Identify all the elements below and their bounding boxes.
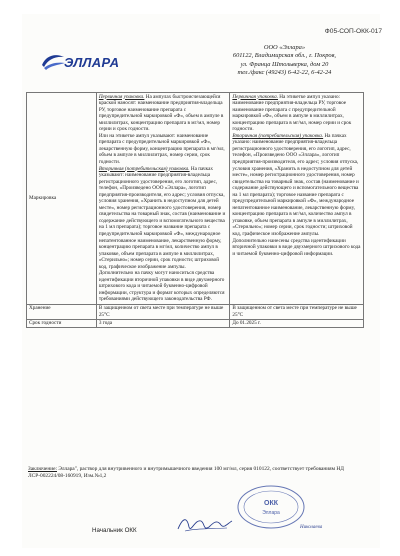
conclusion-label: Заключение: bbox=[28, 466, 57, 472]
logo-text: ЭЛЛАРА bbox=[64, 54, 120, 70]
company-stamp bbox=[236, 484, 306, 530]
spec-extra-paragraph: Дополнительно на пачку могут наноситься средства идентификации вторичной упаковки в виде двухмерного штрихового кода и читаемой буквенно-цифровой информации, структура и формат которых определяются требованиями действующего законодательства РФ. bbox=[98, 270, 225, 303]
conclusion-text: Эллара", раствор для внутривенного и внутримышечного введения 100 мг/мл, серия 010122, соответствует требованиям НД ЛСР-002224/08-160919, Изм.№1,2 bbox=[28, 466, 344, 479]
spec-primary-paragraph bbox=[99, 94, 228, 133]
result-cell-shelf-life: До 01.2025 г. bbox=[230, 319, 364, 328]
result-primary-heading: Первичная упаковка. bbox=[232, 93, 278, 100]
spec-cell-marking bbox=[96, 93, 230, 305]
stamp-name-text: Эллара bbox=[262, 510, 280, 516]
specification-table bbox=[26, 92, 364, 328]
result-cell-storage: В защищенном от света месте при температуре не выше 25°С bbox=[230, 304, 364, 319]
spec-secondary-heading: Вторичная (потребительская) упаковка. bbox=[98, 165, 190, 172]
row-label-shelf-life: Срок годности bbox=[27, 319, 97, 328]
conclusion bbox=[28, 466, 364, 480]
result-secondary-heading: Вторичная (потребительская) упаковка. bbox=[232, 132, 324, 139]
table-row-shelf-life bbox=[27, 319, 364, 328]
logo-swoosh-icon bbox=[40, 53, 66, 71]
result-cell-marking bbox=[230, 93, 364, 305]
result-secondary-text: На пачках указано: наименование предприятия-владельца регистрационного удостоверения, его логотип, адрес, телефон, «Произведено ООО «Эллара», логотип предприятия-производителя, его адрес; условия отпуска, условия хранения, «Хранить в недоступном для детей месте», номер регистрационного удостоверения, номер свидетельства на товарный знак, состав (наименование и содержание действующего и вспомогательного вещества на 1 мл препарата); торговое название препарата с предупредительной маркировкой «Ф», международное непатентованное наименование, лекарственную форму, концентрацию препарата в мг/мл, количество ампул в упаковке, объем препарата в ампуле в миллилитрах, «Стерильно»; номер серии, срок годности; штриховой код, графическое изображение ампулы. bbox=[232, 132, 359, 237]
spec-primary-text: На ампулах быстроисчезающейся краской наносят: наименование предприятия-владельца РУ, торговое наименование препарата с предупредительной маркировкой «Ф», объем в ампуле в миллилитрах, концентрацию препарата в мг/мл, номер серии и срок годности. bbox=[98, 93, 224, 133]
table-row-marking bbox=[27, 93, 364, 305]
result-extra-paragraph: Дополнительно нанесены средства идентификации вторичной упаковки в виде двухмерного штрихового кода и читаемой буквенно-цифровой информации. bbox=[232, 237, 361, 257]
row-label-marking: Маркировка bbox=[27, 93, 97, 305]
result-primary-paragraph bbox=[232, 94, 361, 133]
result-secondary-paragraph bbox=[232, 133, 361, 238]
phone-line: тел./факс (49243) 6-42-22, 6-42-24 bbox=[237, 68, 332, 76]
signer-name: Николаева bbox=[300, 525, 323, 530]
spec-secondary-paragraph bbox=[99, 166, 228, 271]
spec-cell-shelf-life: 3 года bbox=[96, 319, 230, 328]
address-line-2: ул. Франца Штольверка, дом 20 bbox=[240, 60, 329, 68]
table-row-storage bbox=[27, 304, 364, 319]
spec-secondary-text: На пачках указывают: наименование предприятия-владельца регистрационного удостоверения, его логотип, адрес, телефон, «Произведено ООО «Эллара», логотип предприятия-производителя, его адрес; условия отпуска, условия хранения, «Хранить в недоступном для детей месте», номер регистрационного удостоверения, номер свидетельства на товарный знак, состав (наименование и содержание действующего и вспомогательного вещества на 1 мл препарата); торговое название препарата с предупредительной маркировкой «Ф», международное непатентованное наименование, лекарственную форму, концентрацию препарата в мг/мл, количество ампул в упаковке, объем препарата в ампуле в миллилитрах, «Стерильно»; номер серии, срок годности; штриховой код, графическое изображение ампулы. bbox=[98, 165, 226, 270]
spec-label-paragraph: Или на этикетке ампул указывают: наименование препарата с предупредительной маркировкой «Ф», лекарственную форму, концентрацию препарата в мг/мл, объем в ампуле в миллилитрах, номер серии, срок годности. bbox=[98, 132, 225, 165]
spec-cell-storage: В защищенном от света месте при температуре не выше 25°С bbox=[96, 304, 230, 319]
row-label-storage: Хранение bbox=[27, 304, 97, 319]
document-code: Ф05-СОП-ОКК-017 bbox=[324, 28, 382, 35]
company-name: ООО «Эллара» bbox=[263, 44, 306, 51]
handwritten-signature bbox=[175, 513, 235, 535]
company-logo bbox=[40, 53, 119, 71]
company-address-block bbox=[233, 44, 336, 77]
result-primary-text: На этикетке ампул указано: наименование предприятия-владельца РУ, торговое наименование препарата с предупредительной маркировкой «Ф», объем в ампуле в миллилитрах, концентрацию препарата в мг/мл, номер серии и срок годности. bbox=[232, 93, 352, 133]
stamp-center-text: ОКК bbox=[264, 500, 278, 507]
spec-primary-heading: Первичная упаковка. bbox=[98, 93, 145, 100]
signer-title: Начальник ОКК bbox=[92, 527, 137, 534]
address-line-1: 601122, Владимирская обл., г. Покров, bbox=[232, 52, 336, 60]
